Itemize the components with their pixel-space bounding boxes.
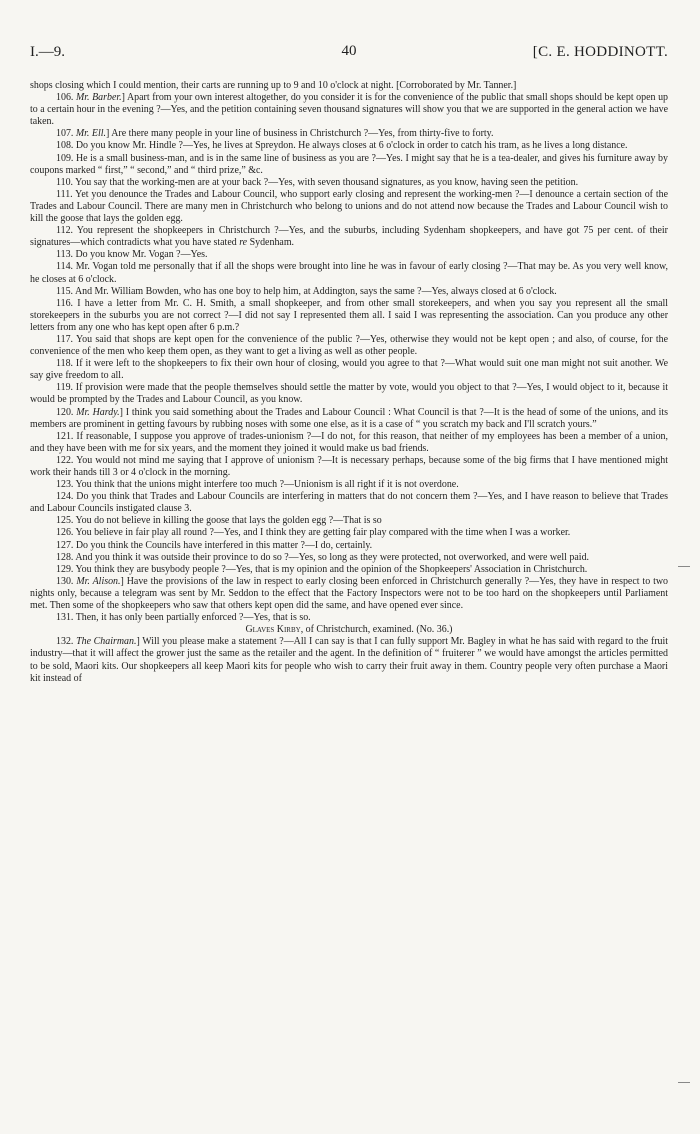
question-128: 128. And you think it was outside their province to do so ?—Yes, so long as they were protected, not overworked, and were well paid. bbox=[56, 551, 590, 563]
witness-heading bbox=[30, 624, 668, 636]
question-120: 120. Mr. Hardy.] I think you said something about the Trades and Labour Council : What Council is that ?—It is the head of some of the unions, and its members are prominent in getting favours by rubbing noses with some one else, as it is a case of “ you scratch my back and I'll scratch yours.” bbox=[30, 406, 669, 430]
margin-mark bbox=[678, 1082, 690, 1083]
question-107: 107. Mr. Ell.] Are there many people in your line of business in Christchurch ?—Yes, from thirty-five to forty. bbox=[56, 128, 494, 140]
question-122: 122. You would not mind me saying that I approve of unionism ?—It is necessary perhaps, because some of the big firms that I have mentioned might work their hands till 3 or 4 o'clock in the morning. bbox=[30, 454, 668, 478]
question-116: 116. I have a letter from Mr. C. H. Smith, a small shopkeeper, and from other small storekeepers, and when you say you represent all the small storekeepers in the suburbs you are not correct ?—I did not say I represented them all. I said I was representing the association. Can you produce any other letters from any one who has kept open after 6 p.m.? bbox=[30, 297, 668, 333]
question-119: 119. If provision were made that the people themselves should settle the matter by vote, would you object to that ?—Yes, I would object to it, because it would be prompted by the Trades and Labour Council, as you know. bbox=[30, 382, 668, 406]
question-106: 106. Mr. Barber.] Apart from your own interest altogether, do you consider it is for the convenience of the public that small shops should be kept open up to a certain hour in the evening ?—Yes, and the petition containing seven thousand signatures will show you that we are supported in the general action we have taken. bbox=[30, 92, 669, 128]
question-131: 131. Then, it has only been partially enforced ?—Yes, that is so. bbox=[56, 612, 311, 624]
question-126: 126. You believe in fair play all round ?—Yes, and I think they are getting fair play compared with the time when I was a worker. bbox=[56, 527, 571, 539]
question-115: 115. And Mr. William Bowden, who has one boy to help him, at Addington, says the same ?—Yes, always closed at 6 o'clock. bbox=[56, 285, 557, 297]
question-108: 108. Do you know Mr. Hindle ?—Yes, he lives at Spreydon. He always closes at 6 o'clock in order to catch his tram, as he lives a long distance. bbox=[56, 140, 628, 152]
witness-heading-rest: , of Christchurch, examined. (No. 36.) bbox=[300, 624, 453, 636]
question-111: 111. Yet you denounce the Trades and Labour Council, who support early closing and represent the working-men ?—I denounce a certain section of the Trades and Labour Council. There are many men in Christchurch who belong to unions and do not attend now because the Trades and Labour Council wish to kill the goose that lays the golden egg. bbox=[30, 188, 668, 225]
question-129: 129. You think they are busybody people ?—Yes, that is my opinion and the opinion of the Shopkeepers' Association in Christchurch. bbox=[56, 563, 588, 575]
witness-name: Glaves Kirby bbox=[245, 624, 301, 636]
question-132: 132. The Chairman.] Will you please make a statement ?—All I can say is that I can fully support Mr. Bagley in what he has said with regard to the fruit industry—that it will affect the grower just the same as the retailer and the agent. In the definition of “ fruiterer ” we would have amongst the articles permitted to be sold, Maori kits. Our shopkeepers all keep Maori kits for people who wish to carry their fruit away in them. Country people very often purchase a Maori kit instead of bbox=[30, 636, 669, 684]
question-127: 127. Do you think the Councils have interfered in this matter ?—I do, certainly. bbox=[56, 539, 373, 551]
question-109: 109. He is a small business-man, and is in the same line of business as you are ?—Yes. I might say that he is a tea-dealer, and gives his furniture away by coupons marked “ first,” “ second,” and “ third prize,” &c. bbox=[30, 152, 668, 176]
page-header bbox=[30, 16, 668, 60]
witness-running-head: [C. E. HODDINOTT. bbox=[532, 44, 668, 60]
question-117: 117. You said that shops are kept open for the convenience of the public ?—Yes, otherwise they would not be kept open ; and also, of course, for the convenience of the men who keep them open, as they want to get a living as well as other people. bbox=[30, 333, 668, 358]
question-121: 121. If reasonable, I suppose you approve of trades-unionism ?—I do not, for this reason, that neither of my employees has been a member of a union, and they have been with me for six years, and the moment they joined it would make us bad friends. bbox=[30, 430, 668, 454]
question-123: 123. You think that the unions might interfere too much ?—Unionism is all right if it is not overdone. bbox=[56, 479, 459, 491]
document-code: I.—9. bbox=[30, 44, 65, 60]
question-112: 112. You represent the shopkeepers in Christchurch ?—Yes, and the suburbs, including Sydenham shopkeepers, and have got 75 per cent. of their signatures—which contradicts what you have stated re Sydenham. bbox=[30, 225, 668, 249]
paragraph-continuation: shops closing which I could mention, their carts are running up to 9 and 10 o'clock at night. [Corroborated by Mr. Tanner.] bbox=[30, 80, 517, 91]
document-body bbox=[30, 80, 668, 685]
question-130: 130. Mr. Alison.] Have the provisions of the law in respect to early closing been enforced in Christchurch generally ?—Yes, they have in respect to two nights only, because a telegram was sent by Mr. Seddon to the effect that the Factory Inspectors were not to be too hard on the shopkeepers until Parliament met. Then some of the shopkeepers who saw that others kept open did the same, and have opened ever since. bbox=[30, 575, 669, 612]
document-page bbox=[30, 0, 668, 685]
question-125: 125. You do not believe in killing the goose that lays the golden egg ?—That is so bbox=[56, 515, 382, 527]
question-113: 113. Do you know Mr. Vogan ?—Yes. bbox=[56, 249, 208, 261]
question-118: 118. If it were left to the shopkeepers to fix their own hour of closing, would you agree to that ?—What would suit one man might not suit another. We say give freedom to all. bbox=[30, 358, 668, 382]
question-110: 110. You say that the working-men are at your back ?—Yes, with seven thousand signatures, as you know, having seen the petition. bbox=[56, 176, 579, 188]
question-114: 114. Mr. Vogan told me personally that if all the shops were brought into line he was in favour of early closing ?—That may be. As you very well know, he closes at 6 o'clock. bbox=[30, 261, 668, 285]
page-number: 40 bbox=[341, 43, 357, 59]
margin-mark bbox=[678, 566, 690, 567]
question-124: 124. Do you think that Trades and Labour Councils are interfering in matters that do not concern them ?—Yes, and I have reason to believe that Trades and Labour Councils instigated clause 3. bbox=[30, 491, 668, 515]
